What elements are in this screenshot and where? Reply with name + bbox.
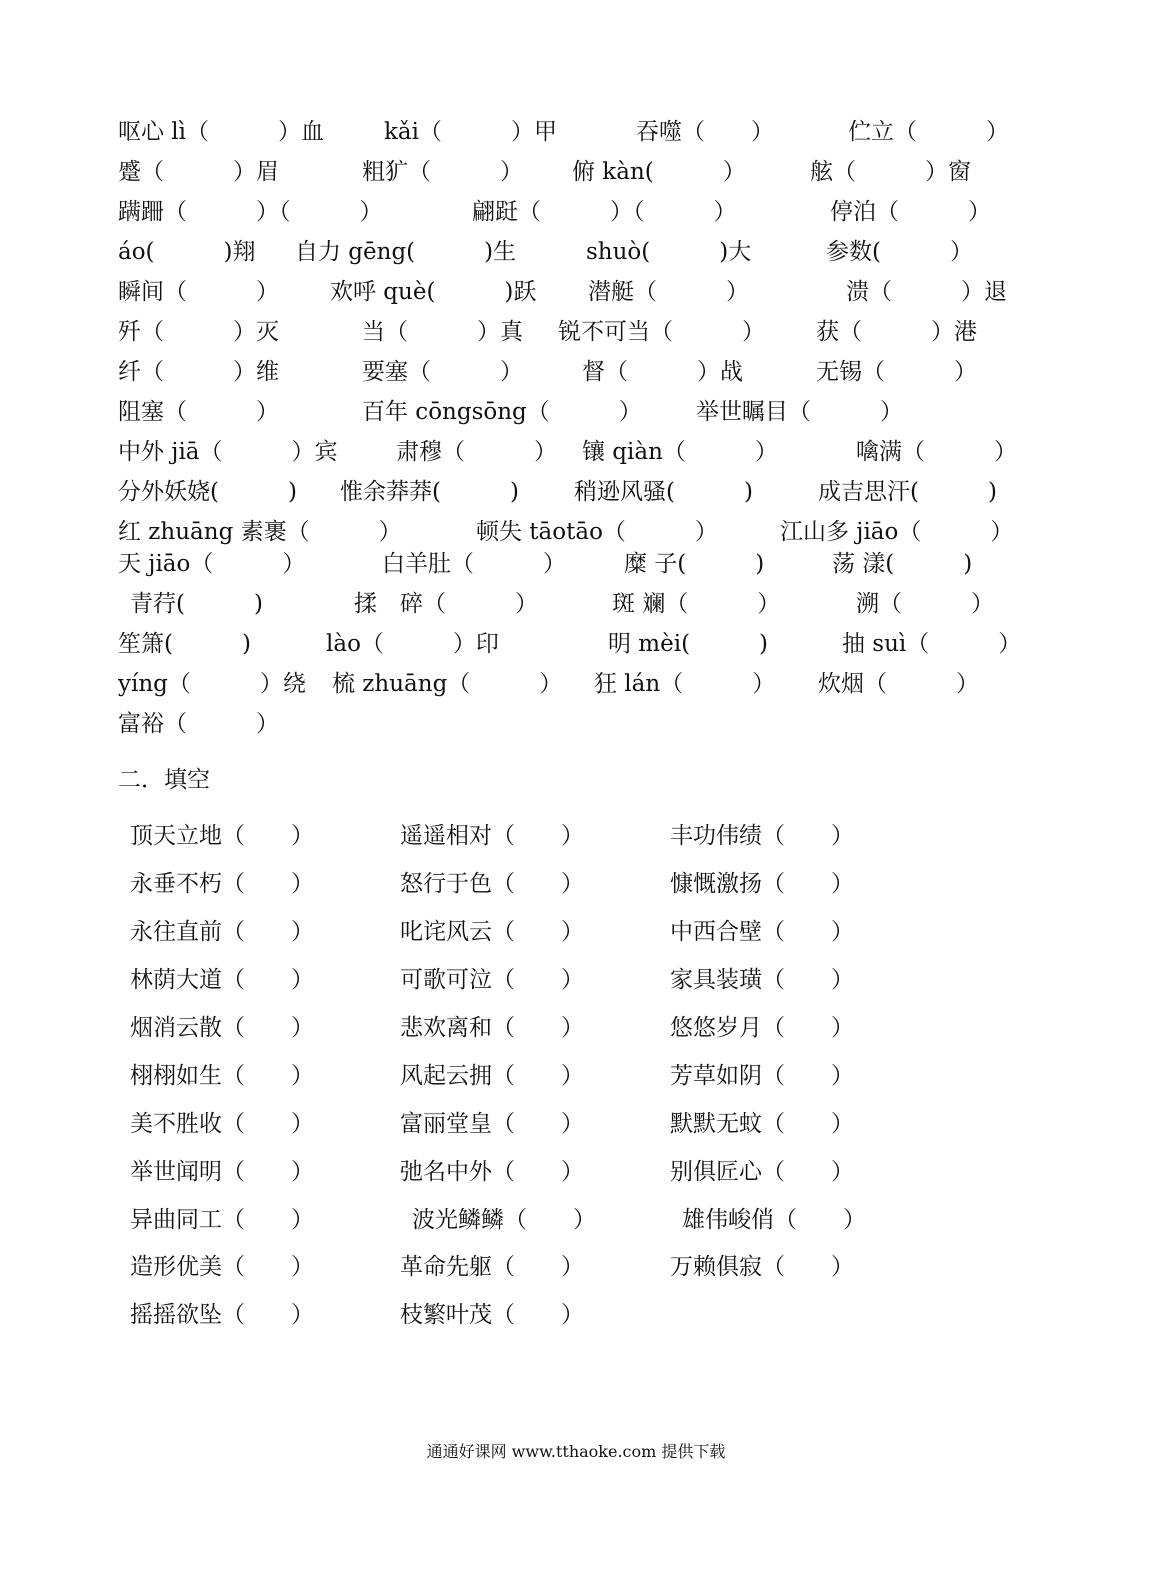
pinyin-item: 梳 zhuāng（ ） (332, 671, 563, 697)
idiom-item: 怒行于色（ ） (400, 871, 584, 897)
idiom-item: 别俱匠心（ ） (670, 1159, 854, 1185)
pinyin-row (0, 472, 1152, 512)
pinyin-item: 无锡（ ） (816, 359, 977, 385)
pinyin-item: 噙满（ ） (856, 439, 1017, 465)
idiom-item: 芳草如阴（ ） (670, 1063, 854, 1089)
pinyin-item: 天 jiāo（ ） (118, 551, 306, 577)
pinyin-item: 溯（ ） (856, 591, 994, 617)
pinyin-item: 顿失 tāotāo（ ） (476, 519, 718, 545)
pinyin-row (0, 152, 1152, 192)
pinyin-item: 潜艇（ ） (588, 279, 749, 305)
pinyin-item: 中外 jiā（ ）宾 (118, 439, 338, 465)
pinyin-item: 阻塞（ ） (118, 399, 279, 425)
idiom-item: 波光鳞鳞（ ） (412, 1207, 596, 1233)
pinyin-item: 伫立（ ） (848, 119, 1009, 145)
pinyin-item: 粗犷（ ） (362, 159, 523, 185)
pinyin-item: 要塞（ ） (362, 359, 523, 385)
pinyin-item: 成吉思汗( ) (818, 479, 997, 505)
pinyin-item: 溃（ ）退 (846, 279, 1007, 305)
pinyin-row (0, 624, 1152, 664)
idiom-item: 叱诧风云（ ） (400, 919, 584, 945)
idiom-row (0, 1200, 1152, 1240)
pinyin-row (0, 432, 1152, 472)
idiom-item: 可歌可泣（ ） (400, 967, 584, 993)
pinyin-item: 蹒跚（ ）（ ） (118, 199, 383, 225)
pinyin-item: 白羊肚（ ） (382, 551, 566, 577)
idiom-row (0, 1008, 1152, 1048)
pinyin-row (0, 544, 1152, 584)
idiom-item: 遥遥相对（ ） (400, 823, 584, 849)
idiom-item: 永垂不朽（ ） (130, 871, 314, 897)
pinyin-item: 翩跹（ ）（ ） (472, 199, 737, 225)
pinyin-row (0, 352, 1152, 392)
pinyin-item: 荡 漾( ) (832, 551, 973, 577)
pinyin-item: shuò( )大 (586, 239, 752, 265)
idiom-item: 美不胜收（ ） (130, 1111, 314, 1137)
pinyin-item: 瞬间（ ） (118, 279, 279, 305)
pinyin-item: 江山多 jiāo（ ） (780, 519, 1014, 545)
idiom-item: 举世闻明（ ） (130, 1159, 314, 1185)
pinyin-item: 炊烟（ ） (818, 671, 979, 697)
idiom-item: 风起云拥（ ） (400, 1063, 584, 1089)
pinyin-item: 红 zhuāng 素裹（ ） (118, 519, 402, 545)
idiom-item: 栩栩如生（ ） (130, 1063, 314, 1089)
idiom-item: 富丽堂皇（ ） (400, 1111, 584, 1137)
idiom-item: 造形优美（ ） (130, 1254, 314, 1280)
pinyin-row (0, 272, 1152, 312)
pinyin-item: 自力 gēng( )生 (295, 239, 517, 265)
pinyin-item: 分外妖娆( ) (118, 479, 297, 505)
pinyin-item: 呕心 lì（ ）血 (118, 119, 325, 145)
pinyin-item: 斑 斓（ ） (612, 591, 781, 617)
pinyin-row (0, 392, 1152, 432)
idiom-row (0, 1056, 1152, 1096)
pinyin-item: 俯 kàn( ） (572, 159, 746, 185)
pinyin-row (0, 584, 1152, 624)
idiom-item: 永往直前（ ） (130, 919, 314, 945)
section-title: 二．填空 (118, 767, 210, 793)
pinyin-item: 歼（ ）灭 (118, 319, 279, 345)
idiom-row (0, 1152, 1152, 1192)
idiom-row (0, 1295, 1152, 1335)
pinyin-item: 纤（ ）维 (118, 359, 279, 385)
idiom-item: 雄伟峻俏（ ） (682, 1207, 866, 1233)
idiom-item: 弛名中外（ ） (400, 1159, 584, 1185)
idiom-item: 异曲同工（ ） (130, 1207, 314, 1233)
pinyin-item: 揉 碎（ ） (354, 591, 538, 617)
pinyin-item: 参数( ） (826, 239, 973, 265)
pinyin-row (0, 664, 1152, 704)
pinyin-item: 停泊（ ） (830, 199, 991, 225)
footer-credit: 通通好课网 www.tthaoke.com 提供下载 (426, 1442, 726, 1461)
pinyin-row (0, 312, 1152, 352)
pinyin-item: 欢呼 què( )跃 (330, 279, 537, 305)
pinyin-item: 惟余莽莽( ) (340, 479, 519, 505)
pinyin-row (0, 112, 1152, 152)
pinyin-item: 当（ ）真 (362, 319, 523, 345)
idiom-item: 悠悠岁月（ ） (670, 1015, 854, 1041)
pinyin-row (0, 704, 1152, 744)
idiom-row (0, 816, 1152, 856)
idiom-item: 慷慨激扬（ ） (670, 871, 854, 897)
pinyin-item: 锐不可当（ ） (558, 319, 765, 345)
pinyin-item: yíng（ ）绕 (118, 671, 306, 697)
pinyin-item: 稍逊风骚( ) (574, 479, 753, 505)
pinyin-item: 富裕（ ） (118, 711, 279, 737)
pinyin-item: 明 mèi( ) (608, 631, 769, 657)
pinyin-item: 狂 lán（ ） (594, 671, 776, 697)
pinyin-row (0, 232, 1152, 272)
pinyin-item: 青荇( ) (130, 591, 263, 617)
idiom-item: 烟消云散（ ） (130, 1015, 314, 1041)
pinyin-item: 抽 suì（ ） (842, 631, 1022, 657)
idiom-row (0, 1104, 1152, 1144)
pinyin-item: 督（ ）战 (582, 359, 743, 385)
pinyin-item: 获（ ）港 (816, 319, 977, 345)
pinyin-item: 吞噬（ ） (636, 119, 774, 145)
idiom-item: 悲欢离和（ ） (400, 1015, 584, 1041)
idiom-item: 家具装璜（ ） (670, 967, 854, 993)
pinyin-row (0, 192, 1152, 232)
pinyin-item: 糜 子( ) (624, 551, 765, 577)
pinyin-item: 肃穆（ ） (396, 439, 557, 465)
idiom-item: 革命先躯（ ） (400, 1254, 584, 1280)
idiom-item: 摇摇欲坠（ ） (130, 1302, 314, 1328)
pinyin-item: lào（ ）印 (326, 631, 499, 657)
pinyin-item: 镶 qiàn（ ） (582, 439, 778, 465)
pinyin-item: kǎi（ ）甲 (384, 119, 558, 145)
pinyin-item: 百年 cōngsōng（ ） (362, 399, 642, 425)
idiom-row (0, 864, 1152, 904)
idiom-item: 枝繁叶茂（ ） (400, 1302, 584, 1328)
idiom-row (0, 1247, 1152, 1287)
idiom-row (0, 960, 1152, 1000)
pinyin-item: 舷（ ）窗 (810, 159, 971, 185)
idiom-item: 林荫大道（ ） (130, 967, 314, 993)
pinyin-item: 笙箫( ) (118, 631, 251, 657)
idiom-item: 万赖俱寂（ ） (670, 1254, 854, 1280)
idiom-row (0, 912, 1152, 952)
pinyin-item: áo( )翔 (118, 239, 256, 265)
idiom-item: 默默无蚊（ ） (670, 1111, 854, 1137)
idiom-item: 中西合壁（ ） (670, 919, 854, 945)
pinyin-item: 举世瞩目（ ） (696, 399, 903, 425)
idiom-item: 顶天立地（ ） (130, 823, 314, 849)
pinyin-item: 蹙（ ）眉 (118, 159, 279, 185)
idiom-item: 丰功伟绩（ ） (670, 823, 854, 849)
